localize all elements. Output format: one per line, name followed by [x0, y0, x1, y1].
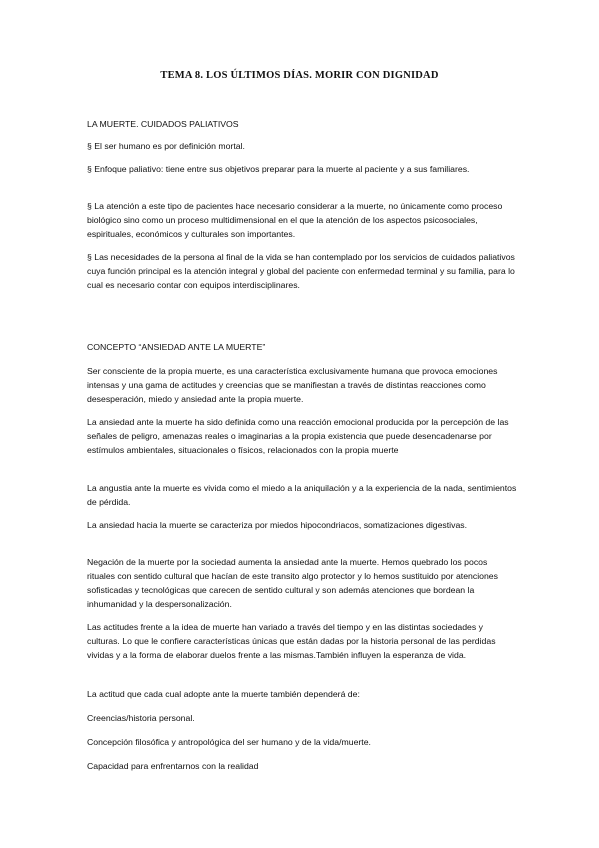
- paragraph: La ansiedad ante la muerte ha sido definida como una reacción emocional producida por la percepción de las señales de peligro, amenazas reales o imaginarias a la propia existencia que puede desencadenarse por estímulos ambientales, situacionales o físicos, relacionados con la propia muerte: [87, 417, 509, 455]
- paragraph: § El ser humano es por definición mortal.: [87, 141, 245, 151]
- paragraph: § Las necesidades de la persona al final de la vida se han contemplado por los servicios de cuidados paliativos cuya función principal es la atención integral y global del paciente con enfermedad terminal y su familia, para lo cual es necesario contar con equipos interdisciplinares.: [87, 252, 515, 290]
- paragraph: Creencias/historia personal.: [87, 713, 195, 723]
- paragraph: Capacidad para enfrentarnos con la realidad: [87, 761, 259, 771]
- paragraph: Ser consciente de la propia muerte, es una característica exclusivamente humana que provoca emociones intensas y una gama de actitudes y creencias que se manifiestan a través de distintas reacciones como desesperación, miedo y ansiedad ante la propia muerte.: [87, 366, 498, 404]
- section-heading-cuidados-paliativos: LA MUERTE. CUIDADOS PALIATIVOS: [87, 119, 239, 129]
- paragraph: La ansiedad hacia la muerte se caracteriza por miedos hipocondriacos, somatizaciones digestivas.: [87, 520, 468, 530]
- section-heading-ansiedad: CONCEPTO “ANSIEDAD ANTE LA MUERTE”: [87, 342, 266, 352]
- paragraph: La actitud que cada cual adopte ante la muerte también dependerá de:: [87, 689, 360, 699]
- paragraph: Las actitudes frente a la idea de muerte han variado a través del tiempo y en las distintas sociedades y culturas. Lo que le confiere características únicas que están dadas por la historia personal de las perdidas vividas y a la forma de elaborar duelos frente a las mismas.También influyen la esperanza de vida.: [87, 622, 496, 660]
- paragraph: Concepción filosófica y antropológica del ser humano y de la vida/muerte.: [87, 737, 371, 747]
- page-title: TEMA 8. LOS ÚLTIMOS DÍAS. MORIR CON DIGNIDAD: [160, 70, 439, 81]
- paragraph: Negación de la muerte por la sociedad aumenta la ansiedad ante la muerte. Hemos quebrado los pocos rituales con sentido cultural que hacían de este transito algo protector y lo hemos sustituido por atenciones sofisticadas y tecnológicas que carecen de sentido cultural y son además atenciones que bordean la inhumanidad y la despersonalización.: [87, 557, 498, 609]
- paragraph: § Enfoque paliativo: tiene entre sus objetivos preparar para la muerte al paciente y a sus familiares.: [87, 164, 470, 174]
- paragraph: La angustia ante la muerte es vivida como el miedo a la aniquilación y a la experiencia de la nada, sentimientos de pérdida.: [87, 483, 517, 507]
- paragraph: § La atención a este tipo de pacientes hace necesario considerar a la muerte, no únicamente como proceso biológico sino como un proceso multidimensional en el que la atención de los aspectos psicosociales, espirituales, económicos y culturales son importantes.: [87, 201, 503, 239]
